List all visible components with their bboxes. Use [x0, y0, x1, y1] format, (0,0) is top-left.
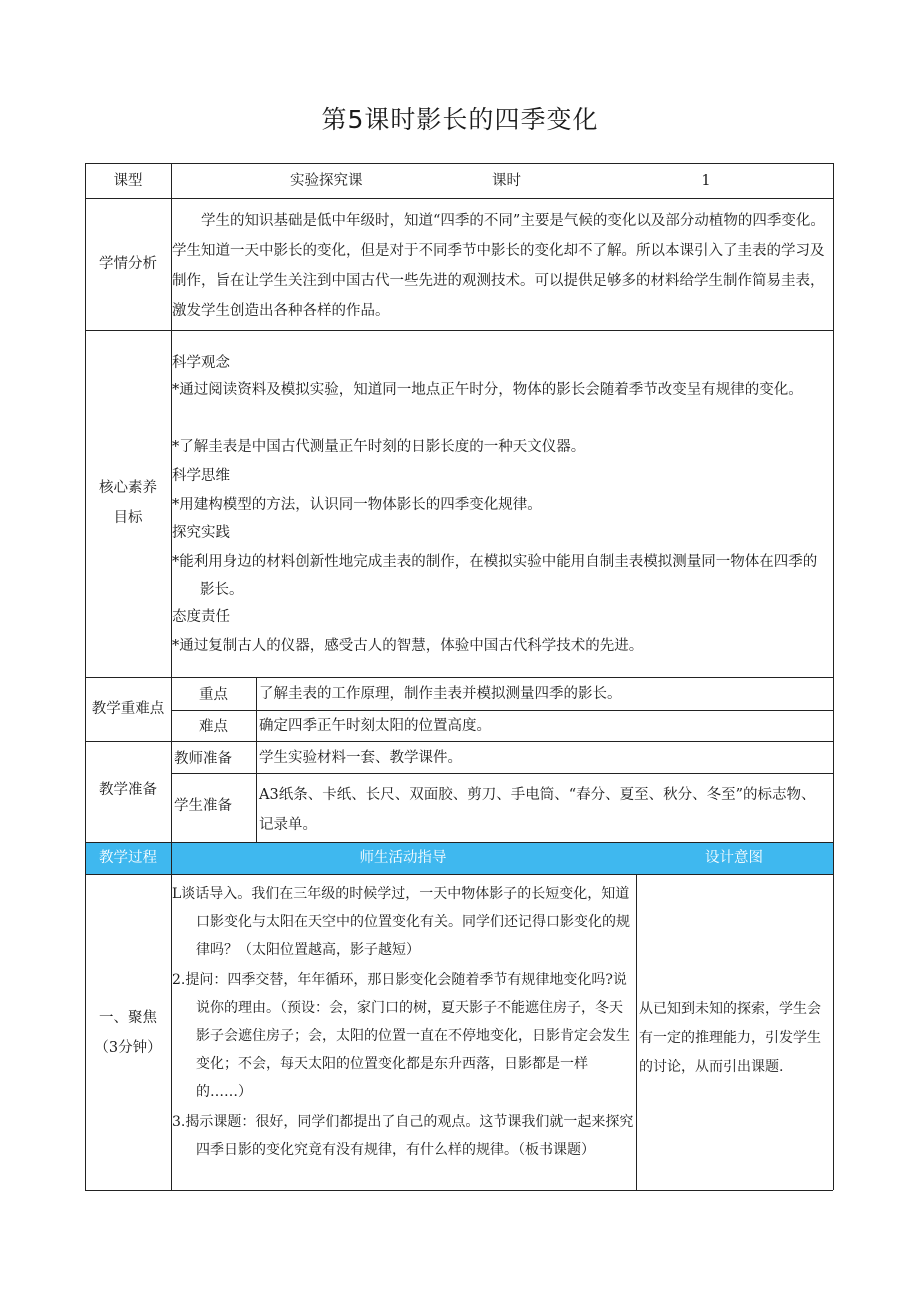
section-heading: 科学思维: [172, 468, 230, 484]
difficulty-text: 确定四季正午时刻太阳的位置高度。: [259, 718, 491, 734]
analysis-label: 学情分析: [99, 256, 157, 272]
section-heading: 科学观念: [172, 355, 230, 371]
design-intent-text: 从已知到未知的探索，学生会有一定的推理能力，引发学生的讨论，从而引出课题.: [639, 1001, 821, 1075]
section-heading: 态度责任: [172, 609, 230, 625]
activity-item: L谈话导入。我们在三年级的时候学过，一天中物体影子的长短变化，知道口影变化与太阳在天空中的位置变化有关。同学们还记得口影变化的规律吗？（太阳位置越高，影子越短）: [172, 886, 630, 958]
activity-item: 2.提问：四季交替，年年循环，那日影变化会随着季节有规律地变化吗?说说你的理由。（预设：会，家门口的树，夏天影子不能遮住房子，冬天影子会遮住房子；会，太阳的位置一直在不停地变化，日影肯定会发生变化；不会，每天太阳的位置变化都是东升西落，日影都是一样的……）: [172, 972, 630, 1100]
course-type-value: 实验探究课: [290, 173, 363, 189]
stage-name: 一、聚焦: [99, 1010, 157, 1026]
stage-duration: （3分钟）: [94, 1040, 162, 1056]
student-prep-text: A3纸条、卡纸、长尺、双面胶、剪刀、手电筒、“春分、夏至、秋分、冬至”的标志物、记录单。: [259, 787, 816, 833]
student-prep-label: 学生准备: [174, 798, 232, 814]
goal-item: *用建构模型的方法，认识同一物体影长的四季变化规律。: [172, 497, 542, 513]
prep-label: 教学准备: [99, 782, 157, 798]
analysis-text: 学生的知识基础是低中年级时，知道“四季的不同”主要是气候的变化以及部分动植物的四季变化。学生知道一天中影长的变化，但是对于不同季节中影长的变化却不了解。所以本课引入了圭表的学习及制作，旨在让学生关注到中国古代一些先进的观测技术。可以提供足够多的材料给学生制作简易圭表，激发学生创造出各种各样的作品。: [172, 213, 825, 319]
teacher-prep-text: 学生实验材料一套、教学课件。: [259, 750, 462, 766]
core-literacy-label-line1: 核心素养: [99, 480, 157, 496]
header-intent-label: 设计意图: [705, 850, 763, 866]
goal-item: *了解圭表是中国古代测量正午时刻的日影长度的一种天文仪器。: [172, 439, 586, 455]
section-heading: 探究实践: [172, 525, 230, 541]
goal-item: *通过复制古人的仪器，感受古人的智慧，体验中国古代科学技术的先进。: [172, 638, 644, 654]
core-literacy-label-line2: 目标: [113, 510, 143, 526]
key-point-label: 重点: [199, 687, 228, 703]
course-type-label: 课型: [113, 173, 143, 189]
activity-list: [172, 880, 634, 1164]
process-header-band: [85, 842, 833, 874]
goal-item: *能利用身边的材料创新性地完成圭表的制作，在模拟实验中能用自制圭表模拟测量同一物体在四季的影长。: [172, 554, 818, 598]
keypoints-label: 教学重难点: [91, 701, 165, 717]
goal-item: *通过阅读资料及模拟实验，知道同一地点正午时分，物体的影长会随着季节改变呈有规律的变化。: [172, 382, 803, 398]
activity-item: 3.揭示课题：很好，同学们都提出了自己的观点。这节课我们就一起来探究四季日影的变化究竟有没有规律，有什么样的规律。（板书课题）: [172, 1114, 634, 1158]
page-title: 第5课时影长的四季变化: [321, 105, 599, 134]
key-point-text: 了解圭表的工作原理，制作圭表并模拟测量四季的影长。: [259, 686, 622, 702]
header-process-label: 教学过程: [99, 850, 157, 866]
class-hours-value: 1: [701, 173, 711, 189]
teacher-prep-label: 教师准备: [174, 751, 232, 767]
class-hours-label: 课时: [492, 173, 521, 189]
header-activity-label: 师生活动指导: [359, 850, 447, 866]
difficulty-label: 难点: [199, 719, 228, 735]
